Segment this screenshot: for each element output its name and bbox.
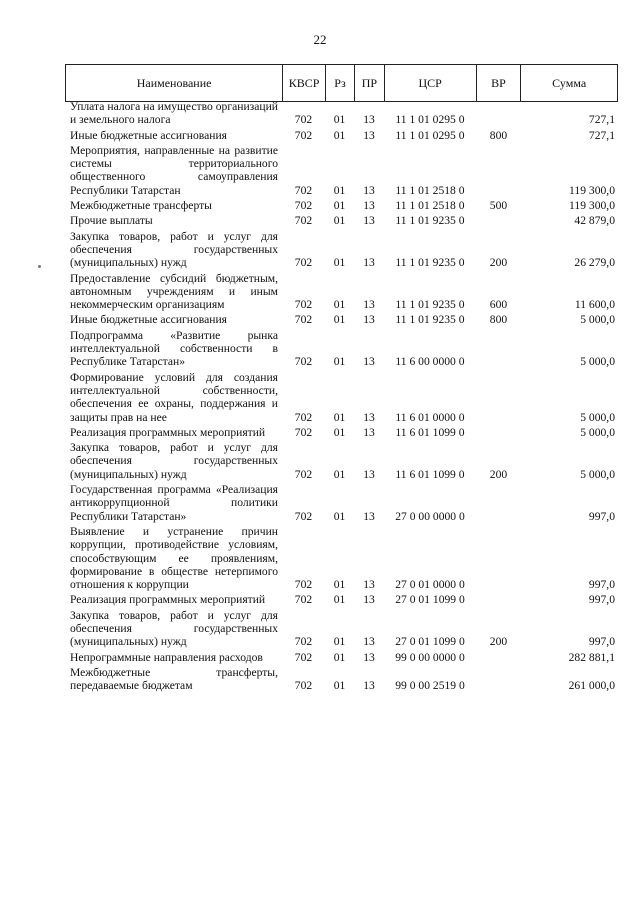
cell-csr: 11 1 01 2518 0 [395,183,465,197]
cell-rz: 01 [333,593,346,607]
cell-name: Выявление и устранение причин коррупции, противодействие условиям, способствующим ее проявлениям, формирование в обществе нетерпимого отношения к коррупции [70,524,278,592]
cell-rz: 01 [333,509,346,523]
cell-name: Межбюджетные трансферты, передаваемые бюджетам [70,665,278,693]
cell-rz: 01 [333,467,346,481]
cell-pr: 13 [363,410,375,424]
cell-vr: 600 [489,298,508,312]
cell-name: Прочие выплаты [70,214,153,228]
cell-name: Реализация программных мероприятий [70,593,266,607]
table-row [65,100,618,127]
cell-sum: 997,0 [588,578,615,592]
cell-kvsr: 702 [294,467,313,481]
cell-sum: 5 000,0 [580,410,615,424]
cell-rz: 01 [333,355,346,369]
page-number: 22 [313,32,327,47]
column-header-sum: Сумма [520,65,617,101]
cell-name: Подпрограмма «Развитие рынка интеллектуальной собственности в Республике Татарстан» [70,328,278,369]
cell-rz: 01 [333,199,346,213]
table-row [65,426,618,439]
cell-pr: 13 [363,313,375,327]
cell-name: Закупка товаров, работ и услуг для обеспечения государственных (муниципальных) нужд [70,608,278,649]
cell-sum: 5 000,0 [580,425,615,439]
cell-csr: 11 6 01 0000 0 [395,410,465,424]
cell-pr: 13 [363,635,375,649]
table-row [65,666,618,693]
cell-csr: 11 1 01 9235 0 [395,256,465,270]
cell-rz: 01 [333,578,346,592]
cell-name: Иные бюджетные ассигнования [70,128,227,142]
table-row [65,272,618,312]
cell-sum: 282 881,1 [568,650,615,664]
table-row [65,609,618,649]
cell-pr: 13 [363,650,375,664]
table-row [65,144,618,197]
cell-pr: 13 [363,128,375,142]
table-row [65,214,618,227]
cell-rz: 01 [333,679,346,693]
cell-sum: 997,0 [588,509,615,523]
cell-kvsr: 702 [294,679,313,693]
table-row [65,230,618,270]
cell-name: Уплата налога на имущество организаций и земельного налога [70,100,278,127]
cell-name: Реализация программных мероприятий [70,425,266,439]
cell-rz: 01 [333,410,346,424]
cell-csr: 99 0 00 2519 0 [395,679,465,693]
cell-vr: 800 [489,313,508,327]
cell-rz: 01 [333,635,346,649]
cell-rz: 01 [333,425,346,439]
cell-name: Мероприятия, направленные на развитие системы территориального общественного самоуправления Республики Татарстан [70,143,278,197]
table-row [65,441,618,481]
cell-rz: 01 [333,113,346,127]
cell-kvsr: 702 [294,113,313,127]
column-header-pr: ПР [354,65,384,101]
cell-rz: 01 [333,256,346,270]
cell-name: Иные бюджетные ассигнования [70,313,227,327]
cell-pr: 13 [363,355,375,369]
cell-kvsr: 702 [294,509,313,523]
cell-csr: 11 1 01 9235 0 [395,214,465,228]
cell-vr: 800 [489,128,508,142]
cell-vr: 200 [489,256,508,270]
cell-csr: 11 1 01 9235 0 [395,313,465,327]
cell-csr: 27 0 01 1099 0 [395,593,465,607]
table-row [65,329,618,369]
cell-vr: 200 [489,467,508,481]
table-row [65,651,618,664]
cell-pr: 13 [363,509,375,523]
cell-name: Межбюджетные трансферты [70,199,212,213]
cell-rz: 01 [333,183,346,197]
cell-sum: 5 000,0 [580,313,615,327]
cell-pr: 13 [363,183,375,197]
cell-sum: 119 300,0 [569,199,615,213]
cell-sum: 261 000,0 [568,679,615,693]
column-header-rz: Рз [325,65,354,101]
cell-csr: 11 1 01 9235 0 [395,298,465,312]
cell-csr: 11 6 01 1099 0 [395,467,465,481]
column-header-csr: ЦСР [384,65,476,101]
cell-kvsr: 702 [294,298,313,312]
cell-sum: 26 279,0 [574,256,615,270]
cell-sum: 11 600,0 [574,298,615,312]
cell-csr: 27 0 01 0000 0 [395,578,465,592]
cell-name: Предоставление субсидий бюджетным, автономным учреждениям и иным некоммерческим организациям [70,271,278,312]
table-row [65,483,618,523]
cell-pr: 13 [363,679,375,693]
cell-sum: 727,1 [588,113,615,127]
cell-rz: 01 [333,313,346,327]
cell-kvsr: 702 [294,128,313,142]
table-row [65,199,618,212]
cell-kvsr: 702 [294,410,313,424]
cell-kvsr: 702 [294,256,313,270]
column-header-vr: ВР [476,65,521,101]
table-body [65,100,618,694]
table-row [65,525,618,591]
cell-kvsr: 702 [294,313,313,327]
cell-name: Закупка товаров, работ и услуг для обеспечения государственных (муниципальных) нужд [70,229,278,270]
cell-vr: 200 [489,635,508,649]
cell-pr: 13 [363,578,375,592]
cell-kvsr: 702 [294,183,313,197]
cell-kvsr: 702 [294,578,313,592]
scan-speck [38,265,41,268]
cell-pr: 13 [363,256,375,270]
cell-kvsr: 702 [294,635,313,649]
cell-kvsr: 702 [294,355,313,369]
cell-vr: 500 [489,199,508,213]
cell-pr: 13 [363,593,375,607]
cell-kvsr: 702 [294,593,313,607]
cell-rz: 01 [333,214,346,228]
table-row [65,313,618,326]
cell-sum: 42 879,0 [574,214,615,228]
cell-sum: 5 000,0 [580,467,615,481]
column-header-kvsr: КВСР [282,65,325,101]
cell-pr: 13 [363,467,375,481]
cell-csr: 11 1 01 0295 0 [395,128,465,142]
table-row [65,129,618,142]
cell-sum: 119 300,0 [569,183,615,197]
cell-kvsr: 702 [294,425,313,439]
cell-rz: 01 [333,128,346,142]
cell-kvsr: 702 [294,650,313,664]
cell-pr: 13 [363,298,375,312]
cell-pr: 13 [363,199,375,213]
table-header [65,64,618,102]
cell-pr: 13 [363,425,375,439]
cell-csr: 11 1 01 0295 0 [395,113,465,127]
cell-name: Непрограммные направления расходов [70,650,263,664]
cell-csr: 11 6 00 0000 0 [395,355,465,369]
cell-sum: 997,0 [588,593,615,607]
cell-csr: 99 0 00 0000 0 [395,650,465,664]
cell-sum: 727,1 [588,128,615,142]
cell-sum: 5 000,0 [580,355,615,369]
table-row [65,371,618,424]
cell-csr: 11 1 01 2518 0 [395,199,465,213]
cell-pr: 13 [363,214,375,228]
table-row [65,593,618,606]
cell-csr: 27 0 01 1099 0 [395,635,465,649]
cell-rz: 01 [333,650,346,664]
cell-sum: 997,0 [588,635,615,649]
cell-name: Закупка товаров, работ и услуг для обеспечения государственных (муниципальных) нужд [70,441,278,481]
cell-pr: 13 [363,113,375,127]
cell-kvsr: 702 [294,214,313,228]
cell-csr: 11 6 01 1099 0 [395,425,465,439]
cell-csr: 27 0 00 0000 0 [395,509,465,523]
column-header-name: Наименование [136,75,212,90]
cell-rz: 01 [333,298,346,312]
cell-name: Государственная программа «Реализация антикоррупционной политики Республики Татарстан» [70,483,278,523]
cell-kvsr: 702 [294,199,313,213]
cell-name: Формирование условий для создания интеллектуальной собственности, обеспечения ее охраны, поддержания и защиты прав на нее [70,370,278,424]
